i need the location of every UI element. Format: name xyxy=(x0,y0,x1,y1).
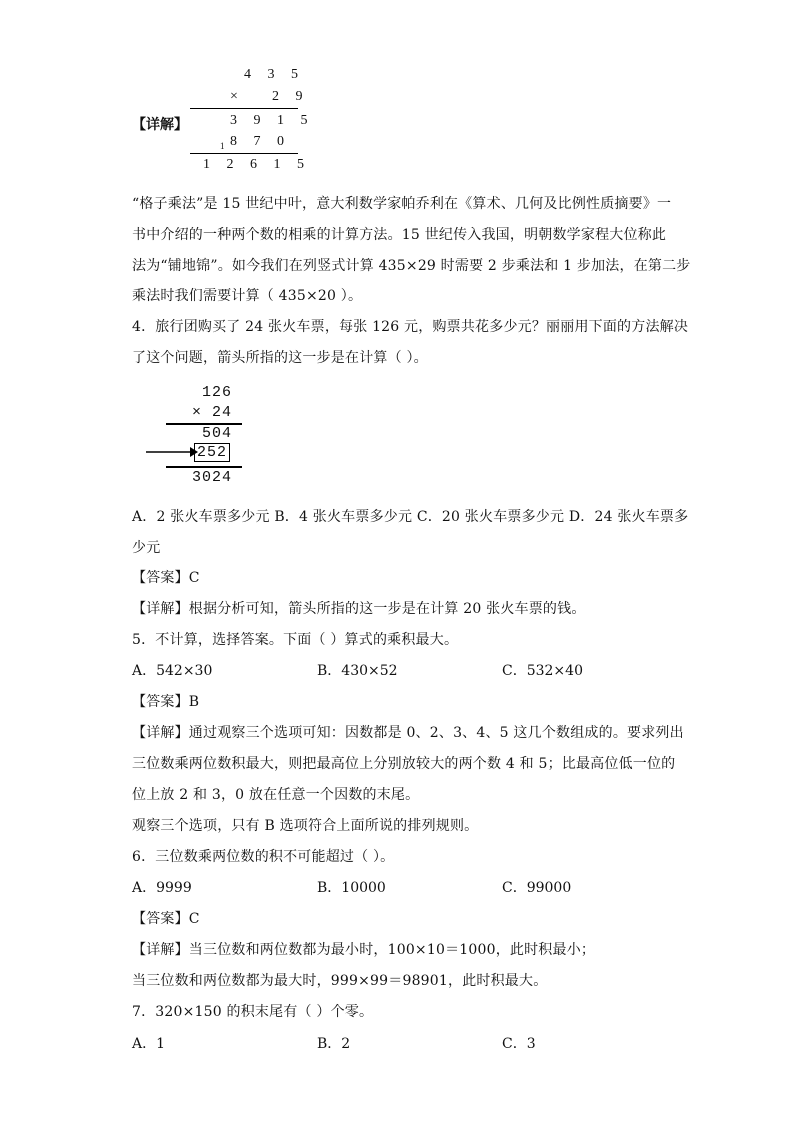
partial-product-1: 3 9 1 5 xyxy=(230,113,314,128)
q4-partial-2-boxed: 252 xyxy=(194,443,230,462)
q4-partial-1: 504 xyxy=(201,425,232,442)
q6-stem: 6．三位数乘两位数的积不可能超过（ ）。 xyxy=(132,849,395,865)
q4-answer: 【答案】C xyxy=(132,570,200,586)
multiplier: 2 9 xyxy=(272,89,309,104)
q4-options-line-1: A．2 张火车票多少元 B．4 张火车票多少元 C．20 张火车票多少元 D．24 张火车票多 xyxy=(132,509,689,525)
lattice-line-1: “格子乘法”是 15 世纪中叶，意大利数学家帕乔利在《算术、几何及比例性质摘要》一 xyxy=(132,196,672,212)
q7-option-c: C．3 xyxy=(502,1036,536,1052)
q4-rule-line-2 xyxy=(166,466,242,468)
q6-answer: 【答案】C xyxy=(132,911,200,927)
q4-multiplicand: 126 xyxy=(201,384,232,401)
q5-option-a: A．542×30 xyxy=(132,663,213,679)
rule-line-1 xyxy=(190,108,298,109)
times-sign: × xyxy=(230,89,238,104)
lattice-line-4: 乘法时我们需要计算（ 435×20 ）。 xyxy=(132,288,363,304)
q5-detail-line-3: 位上放 2 和 3，0 放在任意一个因数的末尾。 xyxy=(132,787,420,803)
q6-detail-line-1: 【详解】当三位数和两位数都为最小时，100×10＝1000，此时积最小； xyxy=(132,942,596,958)
q7-stem: 7．320×150 的积末尾有（ ）个零。 xyxy=(132,1004,374,1020)
final-product: 1 2 6 1 5 xyxy=(203,157,311,172)
q6-detail-line-2: 当三位数和两位数都为最大时，999×99＝98901，此时积最大。 xyxy=(132,973,548,989)
lattice-line-2: 书中介绍的一种两个数的相乘的计算方法。15 世纪传入我国，明朝数学家程大位称此 xyxy=(132,227,667,243)
partial-product-2: 8 7 0 xyxy=(230,134,291,149)
q5-option-c: C．532×40 xyxy=(502,663,583,679)
multiplicand: 4 3 5 xyxy=(244,67,305,82)
q4-multiplier: × 24 xyxy=(191,404,232,421)
q4-detail: 【详解】根据分析可知，箭头所指的这一步是在计算 20 张火车票的钱。 xyxy=(132,601,586,617)
q4-options-line-2: 少元 xyxy=(132,540,161,556)
lattice-line-3: 法为“铺地锦”。如今我们在列竖式计算 435×29 时需要 2 步乘法和 1 步加法，在第二步 xyxy=(132,258,691,274)
q5-detail-line-4: 观察三个选项，只有 B 选项符合上面所说的排列规则。 xyxy=(132,818,479,834)
q5-detail-line-1: 【详解】通过观察三个选项可知：因数都是 0、2、3、4、5 这几个数组成的。要求列出 xyxy=(132,725,684,741)
rule-line-2 xyxy=(190,153,298,154)
q5-stem: 5．不计算，选择答案。下面（ ）算式的乘积最大。 xyxy=(132,632,459,648)
q6-option-a: A．9999 xyxy=(132,880,192,896)
q7-option-a: A．1 xyxy=(132,1036,166,1052)
arrow-icon xyxy=(144,445,198,459)
q6-option-c: C．99000 xyxy=(502,880,572,896)
q5-detail-line-2: 三位数乘两位数积最大，则把最高位上分别放较大的两个数 4 和 5；比最高位低一位的 xyxy=(132,756,676,772)
q5-option-b: B．430×52 xyxy=(317,663,398,679)
q4-stem-line-2: 了这个问题，箭头所指的这一步是在计算（ ）。 xyxy=(132,350,428,366)
detail-label: 【详解】 xyxy=(132,117,188,133)
q5-answer: 【答案】B xyxy=(132,694,200,710)
q4-stem-line-1: 4．旅行团购买了 24 张火车票，每张 126 元，购票共花多少元？丽丽用下面的方法解决 xyxy=(132,319,689,335)
carry-mark: 1 xyxy=(220,141,225,151)
q4-final-product: 3024 xyxy=(191,469,232,486)
q7-option-b: B．2 xyxy=(317,1036,351,1052)
q6-option-b: B．10000 xyxy=(317,880,386,896)
